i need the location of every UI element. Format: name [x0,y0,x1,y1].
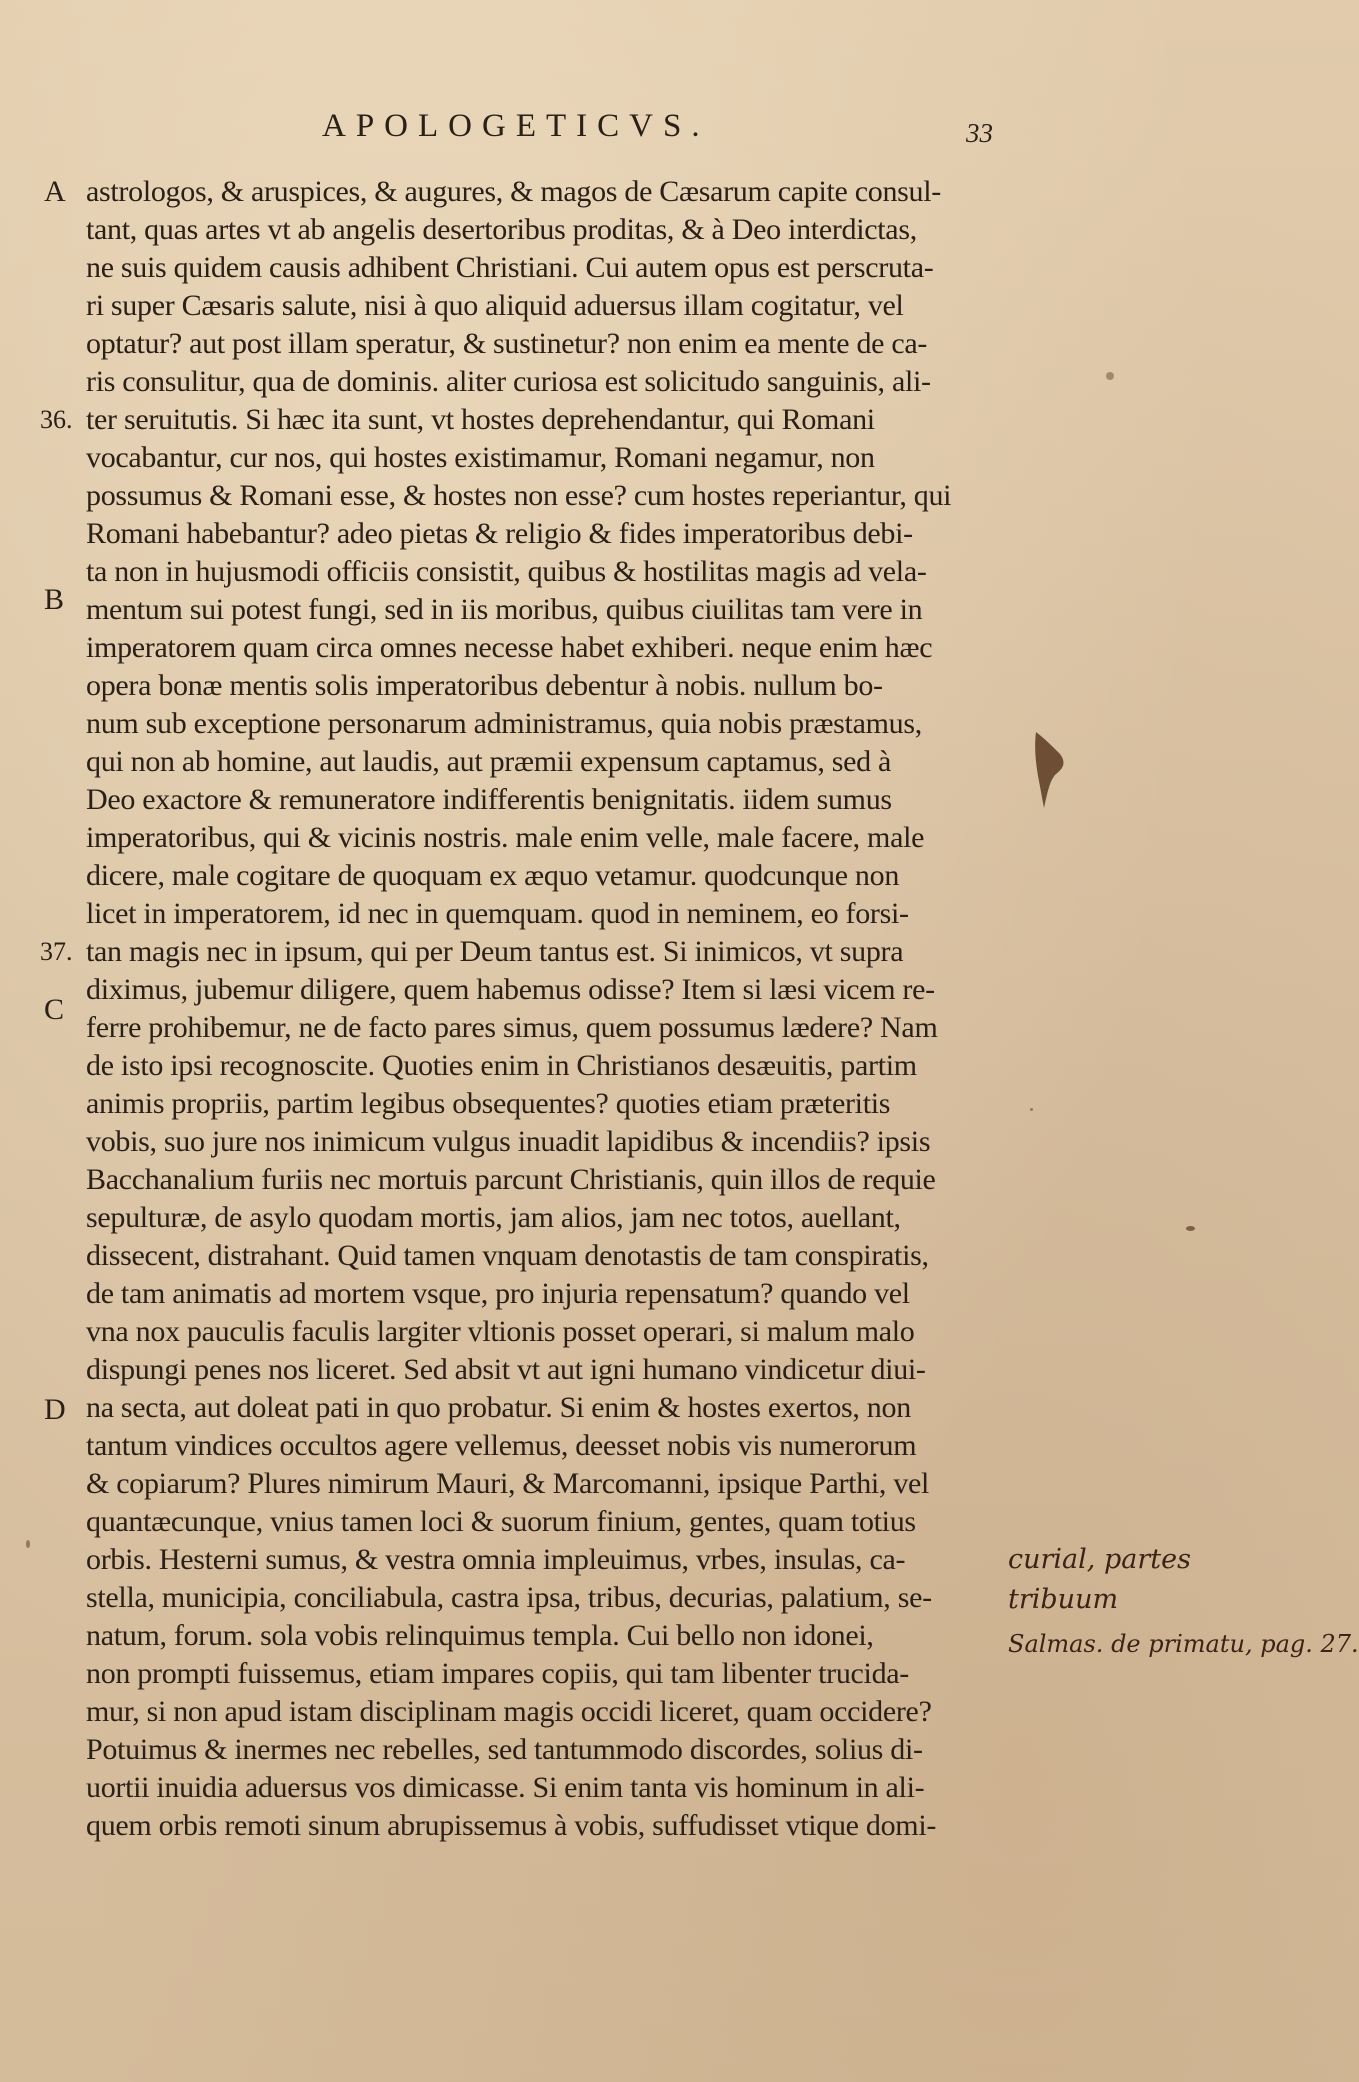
text-line: ferre prohibemur, ne de facto pares simus, quem possumus lædere? Nam [86,1011,938,1044]
ink-stain-mark [1030,728,1070,812]
text-line: astrologos, & aruspices, & augures, & magos de Cæsarum capite consul- [86,175,941,208]
page-number: 33 [966,118,993,148]
margin-letter: B [44,583,65,616]
text-line: ris consulitur, qua de dominis. aliter curiosa est solicitudo sanguinis, ali- [86,365,931,398]
text-line: orbis. Hesterni sumus, & vestra omnia impleuimus, vrbes, insulas, ca- [86,1543,906,1576]
handwritten-note: curial, partes [1008,1544,1191,1575]
text-line: mur, si non apud istam disciplinam magis occidi liceret, quam occidere? [86,1695,932,1728]
paper-speck [1186,1226,1195,1231]
text-line: licet in imperatorem, id nec in quemquam. quod in neminem, eo forsi- [86,897,909,930]
margin-chapter-number: 37. [40,937,73,966]
text-line: natum, forum. sola vobis relinquimus templa. Cui bello non idonei, [86,1619,874,1652]
text-line: ne suis quidem causis adhibent Christiani. Cui autem opus est perscruta- [86,251,934,284]
paper-speck [1106,372,1114,380]
text-line: vna nox pauculis faculis largiter vltionis posset operari, si malum malo [86,1315,915,1348]
text-line: ta non in hujusmodi officiis consistit, quibus & hostilitas magis ad vela- [86,555,927,588]
text-line: diximus, jubemur diligere, quem habemus odisse? Item si læsi vicem re- [86,973,935,1006]
text-line: animis propriis, partim legibus obsequentes? quoties etiam præteritis [86,1087,891,1120]
text-line: optatur? aut post illam speratur, & sustinetur? non enim ea mente de ca- [86,327,928,360]
text-line: dicere, male cogitare de quoquam ex æquo vetamur. quodcunque non [86,859,900,892]
text-line: mentum sui potest fungi, sed in iis moribus, quibus ciuilitas tam vere in [86,593,923,626]
text-line: Bacchanalium furiis nec mortuis parcunt Christianis, quin illos de requie [86,1163,936,1196]
text-line: imperatorem quam circa omnes necesse habet exhiberi. neque enim hæc [86,631,933,664]
paper-speck [26,1540,30,1548]
text-line: ter seruitutis. Si hæc ita sunt, vt hostes deprehendantur, qui Romani [86,403,875,436]
text-line: tan magis nec in ipsum, qui per Deum tantus est. Si inimicos, vt supra [86,935,904,968]
text-line: possumus & Romani esse, & hostes non esse? cum hostes reperiantur, qui [86,479,952,512]
text-line: dispungi penes nos liceret. Sed absit vt aut igni humano vindicetur diui- [86,1353,926,1386]
text-line: uortii inuidia aduersus vos dimicasse. Si enim tanta vis hominum in ali- [86,1771,925,1804]
margin-letter: C [44,993,65,1026]
text-line: imperatoribus, qui & vicinis nostris. male enim velle, male facere, male [86,821,925,854]
text-line: ri super Cæsaris salute, nisi à quo aliquid aduersus illam cogitatur, vel [86,289,904,322]
text-line: & copiarum? Plures nimirum Mauri, & Marcomanni, ipsique Parthi, vel [86,1467,930,1500]
text-line: opera bonæ mentis solis imperatoribus debentur à nobis. nullum bo- [86,669,883,702]
text-line: quem orbis remoti sinum abrupissemus à vobis, suffudisset vtique domi- [86,1809,937,1842]
text-line: qui non ab homine, aut laudis, aut præmii expensum captamus, sed à [86,745,892,778]
text-line: non prompti fuissemus, etiam impares copiis, qui tam libenter trucida- [86,1657,909,1690]
text-line: de isto ipsi recognoscite. Quoties enim in Christianos desæuitis, partim [86,1049,917,1082]
running-head: APOLOGETICVS. [322,108,710,144]
text-line: stella, municipia, conciliabula, castra ipsa, tribus, decurias, palatium, se- [86,1581,932,1614]
text-line: num sub exceptione personarum administramus, quia nobis præstamus, [86,707,922,740]
text-line: vobis, suo jure nos inimicum vulgus inuadit lapidibus & incendiis? ipsis [86,1125,931,1158]
margin-letter: A [44,175,66,208]
text-line: vocabantur, cur nos, qui hostes existimamur, Romani negamur, non [86,441,875,474]
text-line: Romani habebantur? adeo pietas & religio & fides imperatoribus debi- [86,517,913,550]
text-line: Deo exactore & remuneratore indifferentis benignitatis. iidem sumus [86,783,892,816]
text-line: na secta, aut doleat pati in quo probatur. Si enim & hostes exertos, non [86,1391,911,1424]
margin-chapter-number: 36. [40,405,73,434]
handwritten-note: Salmas. de primatu, pag. 27. [1008,1630,1359,1658]
text-line: Potuimus & inermes nec rebelles, sed tantummodo discordes, solius di- [86,1733,923,1766]
text-line: sepulturæ, de asylo quodam mortis, jam alios, jam nec totos, auellant, [86,1201,901,1234]
text-line: de tam animatis ad mortem vsque, pro injuria repensatum? quando vel [86,1277,910,1310]
margin-letter: D [44,1393,66,1426]
text-line: tant, quas artes vt ab angelis desertoribus proditas, & à Deo interdictas, [86,213,917,246]
handwritten-note: tribuum [1008,1584,1119,1615]
text-line: dissecent, distrahant. Quid tamen vnquam denotastis de tam conspiratis, [86,1239,929,1272]
paper-speck [1030,1108,1033,1111]
text-line: quantæcunque, vnius tamen loci & suorum finium, gentes, quam totius [86,1505,916,1538]
text-line: tantum vindices occultos agere vellemus, deesset nobis vis numerorum [86,1429,917,1462]
